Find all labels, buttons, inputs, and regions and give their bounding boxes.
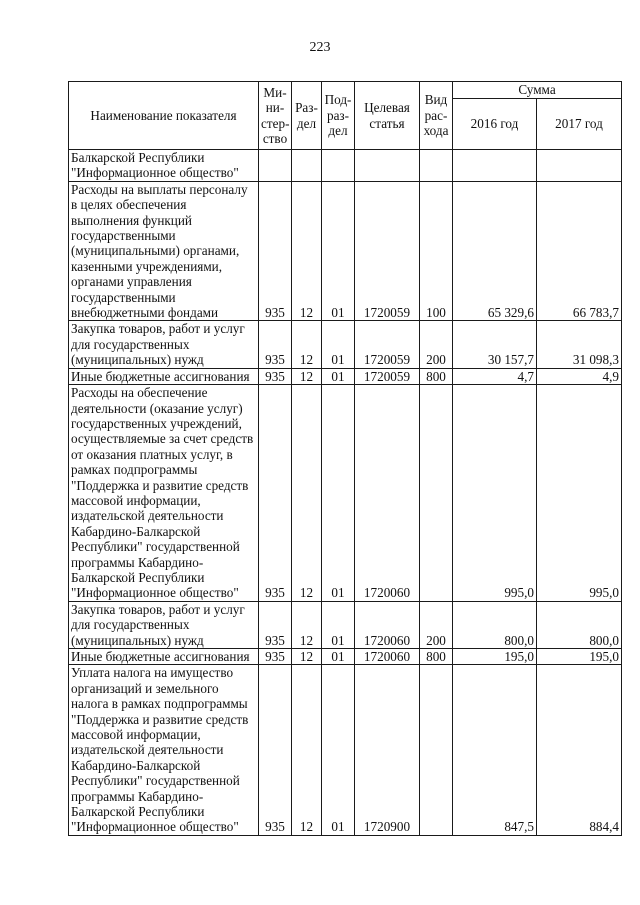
- row-expense-type: 200: [420, 601, 453, 648]
- row-amount-2017: 800,0: [537, 601, 622, 648]
- row-subsection: 01: [322, 321, 355, 368]
- row-target: 1720060: [355, 649, 420, 665]
- row-amount-2016: 847,5: [453, 665, 537, 835]
- row-name: Расходы на обеспечение деятельности (оказание услуг) государственных учреждений, осуществляемые за счет средств от оказания платных услуг, в рамках подпрограммы "Поддержка и развитие средств массовой информации, издательской деятельности Кабардино-Балкарской Республики" государственной программы Кабардино-Балкарской Республики "Информационное общество": [69, 385, 259, 602]
- table-row: [69, 665, 622, 835]
- row-name: Закупка товаров, работ и услуг для государственных (муниципальных) нужд: [69, 321, 259, 368]
- row-section: 12: [292, 368, 322, 384]
- row-amount-2017: 4,9: [537, 368, 622, 384]
- row-subsection: 01: [322, 649, 355, 665]
- row-amount-2016: 800,0: [453, 601, 537, 648]
- row-amount-2017: 31 098,3: [537, 321, 622, 368]
- row-subsection: 01: [322, 665, 355, 835]
- row-subsection: 01: [322, 601, 355, 648]
- row-ministry: 935: [259, 181, 292, 321]
- table-body: [69, 150, 622, 836]
- table-header: [69, 82, 622, 150]
- row-ministry: 935: [259, 368, 292, 384]
- row-section: 12: [292, 385, 322, 602]
- header-sum: Сумма: [453, 82, 622, 99]
- header-name: Наименование показателя: [69, 82, 259, 150]
- row-subsection: 01: [322, 181, 355, 321]
- table-row: [69, 181, 622, 321]
- header-year-2017: 2017 год: [537, 99, 622, 150]
- row-section: [292, 150, 322, 182]
- row-name: Балкарской Республики "Информационное общество": [69, 150, 259, 182]
- header-expense-type: Вид рас- хода: [420, 82, 453, 150]
- row-name: Закупка товаров, работ и услуг для государственных (муниципальных) нужд: [69, 601, 259, 648]
- header-year-2016: 2016 год: [453, 99, 537, 150]
- table-row: [69, 321, 622, 368]
- header-subsection: Под- раз- дел: [322, 82, 355, 150]
- row-amount-2016: 65 329,6: [453, 181, 537, 321]
- row-target: [355, 150, 420, 182]
- row-name: Иные бюджетные ассигнования: [69, 368, 259, 384]
- row-section: 12: [292, 601, 322, 648]
- table-row: [69, 649, 622, 665]
- row-section: 12: [292, 665, 322, 835]
- row-subsection: 01: [322, 385, 355, 602]
- row-section: 12: [292, 321, 322, 368]
- header-target: Целевая статья: [355, 82, 420, 150]
- row-section: 12: [292, 649, 322, 665]
- row-amount-2017: 884,4: [537, 665, 622, 835]
- row-amount-2016: 4,7: [453, 368, 537, 384]
- row-amount-2017: 66 783,7: [537, 181, 622, 321]
- row-amount-2017: 995,0: [537, 385, 622, 602]
- row-expense-type: 100: [420, 181, 453, 321]
- row-target: 1720900: [355, 665, 420, 835]
- row-section: 12: [292, 181, 322, 321]
- row-name: Иные бюджетные ассигнования: [69, 649, 259, 665]
- row-ministry: 935: [259, 385, 292, 602]
- row-expense-type: [420, 385, 453, 602]
- page-number: 223: [309, 40, 331, 55]
- row-subsection: [322, 150, 355, 182]
- row-name: Уплата налога на имущество организаций и земельного налога в рамках подпрограммы "Поддержка и развитие средств массовой информации, издательской деятельности Кабардино-Балкарской Республики" государственной программы Кабардино-Балкарской Республики "Информационное общество": [69, 665, 259, 835]
- table-row: [69, 385, 622, 602]
- row-amount-2016: 995,0: [453, 385, 537, 602]
- row-target: 1720059: [355, 321, 420, 368]
- row-ministry: [259, 150, 292, 182]
- table-row: [69, 368, 622, 384]
- row-amount-2016: 195,0: [453, 649, 537, 665]
- row-amount-2017: [537, 150, 622, 182]
- header-ministry: Ми- ни- стер- ство: [259, 82, 292, 150]
- row-target: 1720060: [355, 601, 420, 648]
- row-target: 1720059: [355, 181, 420, 321]
- row-expense-type: 800: [420, 649, 453, 665]
- row-expense-type: 200: [420, 321, 453, 368]
- row-expense-type: [420, 150, 453, 182]
- row-name: Расходы на выплаты персоналу в целях обеспечения выполнения функций государственными (муниципальными) органами, казенными учреждениями, органами управления государственными внебюджетными фондами: [69, 181, 259, 321]
- row-target: 1720059: [355, 368, 420, 384]
- row-amount-2016: [453, 150, 537, 182]
- row-ministry: 935: [259, 321, 292, 368]
- row-ministry: 935: [259, 601, 292, 648]
- row-subsection: 01: [322, 368, 355, 384]
- row-expense-type: 800: [420, 368, 453, 384]
- header-section: Раз- дел: [292, 82, 322, 150]
- row-ministry: 935: [259, 665, 292, 835]
- table-row: [69, 150, 622, 182]
- row-ministry: 935: [259, 649, 292, 665]
- row-amount-2017: 195,0: [537, 649, 622, 665]
- row-amount-2016: 30 157,7: [453, 321, 537, 368]
- row-target: 1720060: [355, 385, 420, 602]
- row-expense-type: [420, 665, 453, 835]
- budget-table: [68, 81, 622, 836]
- table-row: [69, 601, 622, 648]
